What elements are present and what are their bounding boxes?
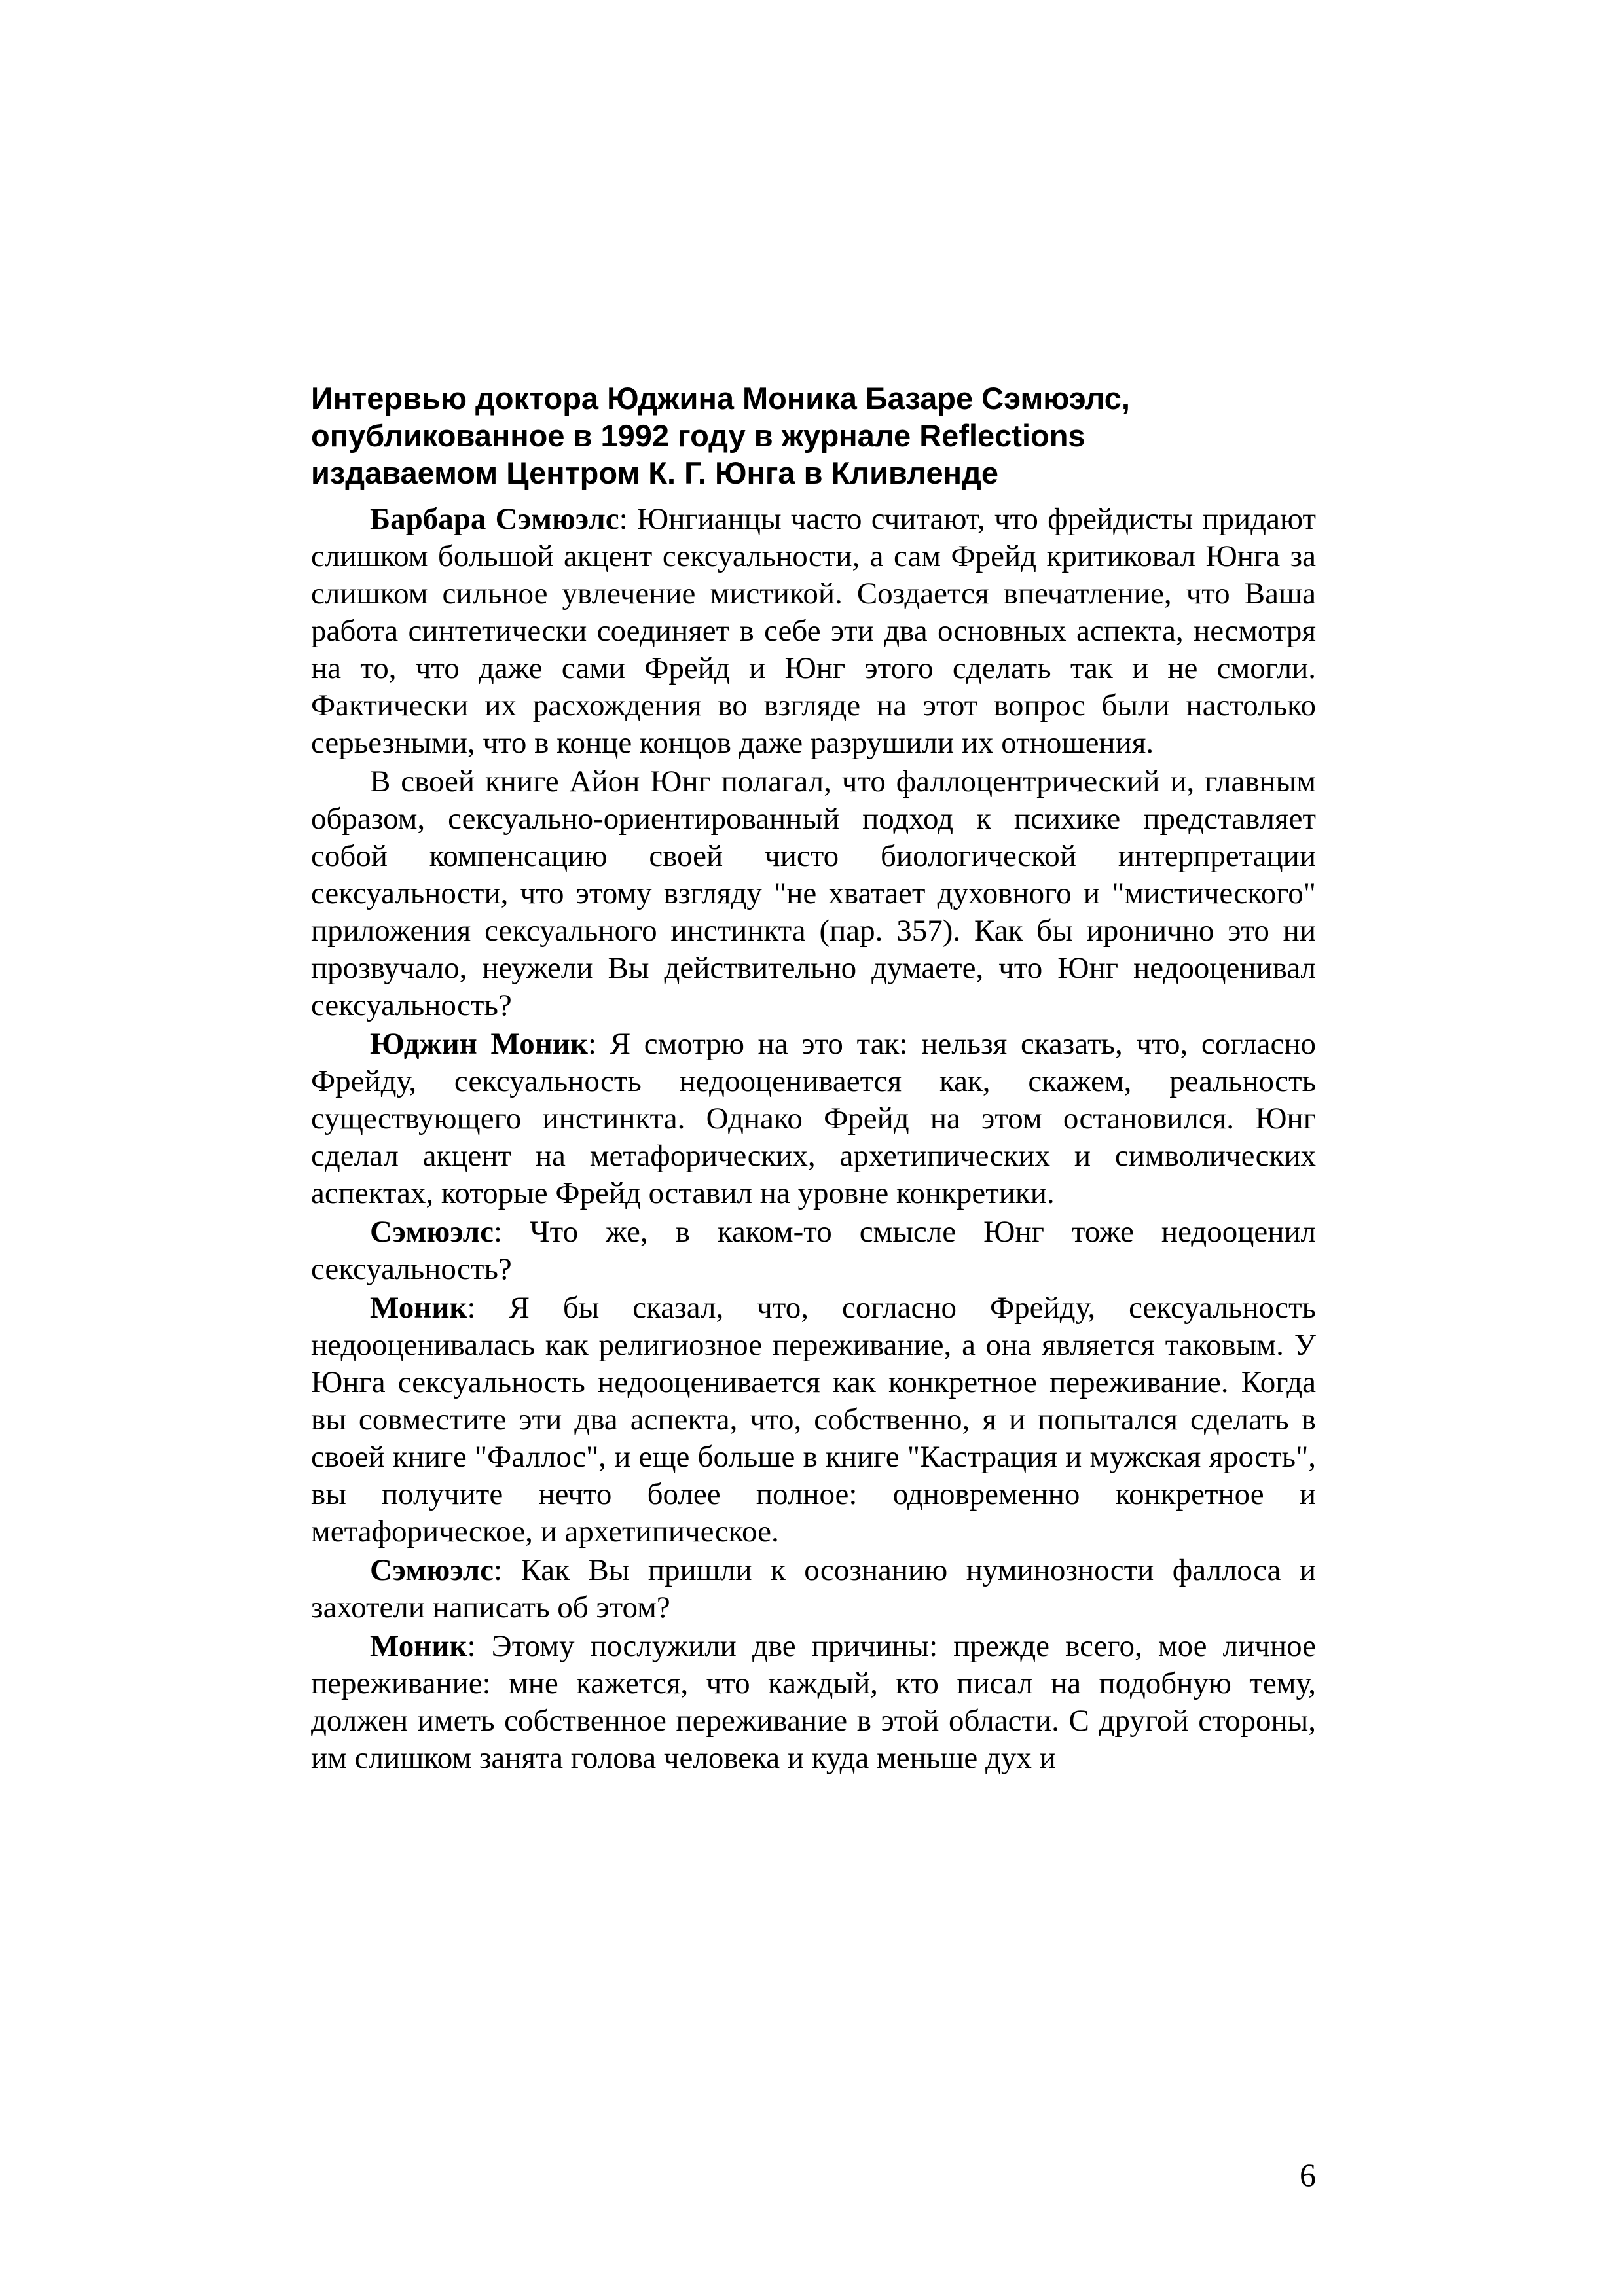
title-line-2: опубликованное в 1992 году в журнале Reflections [311, 418, 1085, 453]
paragraph-text: : Как Вы пришли к осознанию нуминозности фаллоса и захотели написать об этом? [311, 1553, 1316, 1624]
paragraph-1 [311, 501, 1316, 762]
paragraph-4 [311, 1213, 1316, 1288]
speaker-name: Сэмюэлс [370, 1553, 494, 1587]
paragraph-text: : Я смотрю на это так: нельзя сказать, что, согласно Фрейду, сексуальность недооценивается как, скажем, реальность существующего инстинкта. Однако Фрейд на этом остановился. Юнг сделал акцент на метафорических, архетипических и символических аспектах, которые Фрейд оставил на уровне конкретики. [311, 1027, 1317, 1210]
paragraph-text: : Юнгианцы часто считают, что фрейдисты придают слишком большой акцент сексуальности, а сам Фрейд критиковал Юнга за слишком сильное увлечение мистикой. Создается впечатление, что Ваша работа синтетически соединяет в себе эти два основных аспекта, несмотря на то, что даже сами Фрейд и Юнг этого сделать так и не смогли. Фактически их расхождения во взгляде на этот вопрос были настолько серьезными, что в конце концов даже разрушили их отношения. [311, 502, 1316, 760]
speaker-name: Сэмюэлс [370, 1215, 494, 1249]
speaker-name: Моник [370, 1291, 467, 1325]
paragraph-5 [311, 1289, 1316, 1551]
speaker-name: Барбара Сэмюэлс [370, 502, 619, 536]
paragraph-2 [311, 763, 1316, 1024]
paragraph-7 [311, 1628, 1316, 1777]
speaker-name: Юджин Моник [370, 1027, 588, 1061]
paragraph-text: : Этому послужили две причины: прежде всего, мое личное переживание: мне кажется, что каждый, кто писал на подобную тему, должен иметь собственное переживание в этой области. С другой стороны, им слишком занята голова человека и куда меньше дух и [311, 1629, 1316, 1775]
title-line-1: Интервью доктора Юджина Моника Базаре Сэмюэлс, [311, 381, 1130, 416]
document-title [311, 380, 1316, 492]
paragraph-3 [311, 1026, 1316, 1212]
paragraph-text: : Что же, в каком-то смысле Юнг тоже недооценил сексуальность? [311, 1215, 1316, 1286]
paragraph-6 [311, 1552, 1316, 1626]
speaker-name: Моник [370, 1629, 467, 1663]
paragraph-text: В своей книге Айон Юнг полагал, что фаллоцентрический и, главным образом, сексуально-ориентированный подход к психике представляет собой компенсацию своей чисто биологической интерпретации сексуальности, что этому взгляду "не хватает духовного и "мистического" приложения сексуального инстинкта (пар. 357). Как бы иронично это ни прозвучало, неужели Вы действительно думаете, что Юнг недооценивал сексуальность? [311, 764, 1316, 1022]
title-line-3: издаваемом Центром К. Г. Юнга в Кливленде [311, 456, 999, 490]
interview-text [311, 380, 1316, 1778]
page-number: 6 [1300, 2157, 1316, 2193]
paragraph-text: : Я бы сказал, что, согласно Фрейду, сексуальность недооценивалась как религиозное переживание, а она является таковым. У Юнга сексуальность недооценивается как конкретное переживание. Когда вы совместите эти два аспекта, что, собственно, я и попытался сделать в своей книге "Фаллос", и еще больше в книге "Кастрация и мужская ярость", вы получите нечто более полное: одновременно конкретное и метафорическое, и архетипическое. [311, 1291, 1316, 1549]
